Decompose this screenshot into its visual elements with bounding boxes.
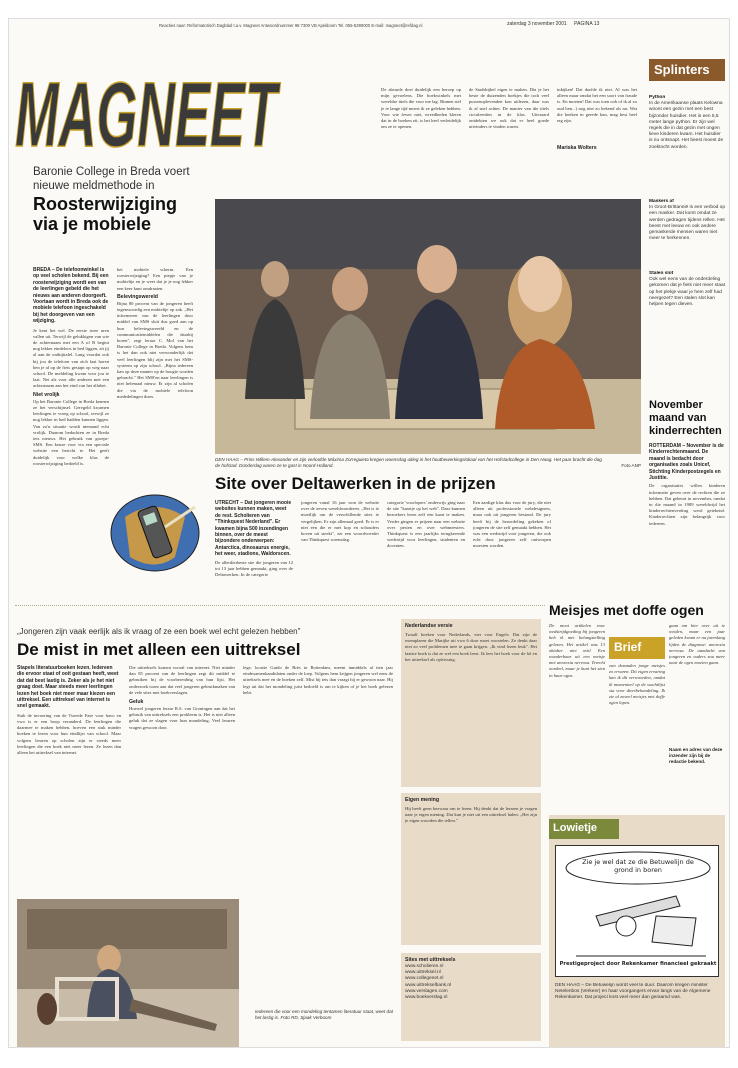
top-article-col2-subhead: Belevingswereld	[117, 293, 158, 300]
page-number: PAGINA 13	[574, 21, 600, 27]
lowietje-brand-box	[549, 819, 619, 839]
royal-visit-photo	[215, 199, 641, 454]
top-article-col1-subhead: Niet vrolijk	[33, 391, 60, 398]
top-article-col1-body2: Op het Baronie College in Breda kennen ze het verschijnsel. Geregeld kwamen leerlingen te vroeg op school, terwijl ze nog lekker in bed hadden kunnen liggen. Van zo'n situatie wordt niemand echt vrolijk. Daarom bedachten ze in Breda iets nieuws. Het gebruik van groeps-SMS. Een keuze voor via een speciale website een bericht te. Het geeft duidelijk voor welke klas de roosterwijziging bedoeld is.	[33, 398, 109, 466]
deltawerken-col4: Een aardige klas dus voor de jury, die niet alleen uit professionele webdesigners, maar ook uit jongeren bestond. De jury heeft bij de beoordeling gekeken of jongeren de site zelf gemaakt hebben. Het was een wedstrijd voor jongeren, die ook echt door jongeren zelf ontworpen moesten worden.	[473, 500, 551, 549]
deltawerken-col2: jongeren vanaf 16 jaar won de website over de zeven wereldwonderen. „Het is te moeilijk om de verschillende sites te vergelijken. Er zijn allemaal goed. Er is er niet een die er met kop en schouders boven uit steekt", zei een woordvoerder van Thinkquest woensdag.	[301, 500, 379, 543]
november-title-2: maand van	[649, 412, 707, 424]
splinters-item-1-text: In de Amerikaanse plaats Kelowna woont een gezin met een best bijzonder huisdier. Het is een 5,5 meter lange python. Er zijn wel regels die in dat gezin met ongen lieve kinderen kwam. Het huisdier is nu ontsnapt. Het beest moest de zoektocht worden.	[649, 101, 724, 150]
splinters-item-3-text: Ook wel eens van de onderdeling gekomen dat je fiets niet meer staat op het plekje waar je hem zelf had neergezet? Een stalen slot kan helpen tegen dieven.	[649, 277, 725, 308]
deltawerken-lead: UTRECHT – Dat jongeren mooie websites kunnen maken, weet de rest. Scholieren van "Thinkquest Nederland". Er kwamen bijna 500 inzendingen binnen, over de meest bijzondere onderwerpen: Antarctica, dinosaurus energie, het weer, stadions, Waldorscen.	[215, 500, 292, 558]
top-article-lead: BREDA – De telefoonwinkel is op veel scholen bekend. Bij een roosterwijziging wordt een van de leerlingen gebeld die het nieuws aan anderen doorgeeft. Voortaan wordt in Breda ook de mobiele telefoon ingeschakeld bij het doorgeven van een wijziging.	[33, 267, 109, 325]
bottom-article-col2-subhead: Geluk	[129, 699, 144, 706]
splinters-item-3-title: Stalen slot	[649, 271, 674, 276]
top-article-col1-body: Je kent het wel. De eerste twee uren vallen uit. Terwijl de gelukkigen van wie de achternaam met een A of B begint nog lekker eindeloos in bed liggen, zit jij al aan de ontbijttafel. Lang voordat ook bij jou de telefoon van zich laat horen ben je al op de fiets gestapt op weg naar school. De meldeling kwam voor jou te laat. Net als voor alle anderen met een achternaam aan het eind van het alfabet.	[33, 327, 109, 389]
splinters-brand: Splinters	[654, 62, 710, 77]
publisher-line: Reacties naar: Reformatorisch Dagblad t.a.v. Magneet Antwoordnummer 98 7300 VB Apeldoorn Tel. 055-5390000 E-mail: magneet@refdag.nl	[159, 23, 423, 28]
meisjes-signature: Naam en adres van deze inzender zijn bij de redactie bekend.	[669, 747, 723, 764]
lowietje-caption: DEN HAAG – De Betuwelijn wordt veel te duur. Daarom kregen minister Netelenbos (Verkeer) en haar voorgangers ervan langs van de Algemene Rekenkamer. Dat project kost veel meer dan geraamd was.	[555, 983, 711, 1001]
reading-boy-caption: Iedereen die voor een mondeling tentamen literatuur staat, weet dat het lastig is. Foto RD, Sjaak Verboom	[255, 1009, 393, 1020]
lowietje-banner: Prestigeproject door Rekenkamer financieel gekraakt	[559, 961, 717, 967]
splinters-item-2	[649, 199, 725, 265]
box-sites-link-4[interactable]: www.uittrekselbank.nl	[405, 982, 452, 988]
splinters-item-3	[649, 271, 725, 333]
bottom-article-quote: „Jongeren zijn vaak eerlijk als ik vraag of ze een boek wel echt gelezen hebben"	[17, 627, 301, 636]
bottom-article-col1	[17, 665, 121, 891]
brief-label: Brief	[614, 640, 642, 654]
splinters-brand-box	[649, 59, 725, 81]
top-article-title-2: via je mobiele	[33, 214, 152, 234]
deltawerken-col1	[215, 500, 293, 578]
date-bar	[507, 21, 641, 29]
bottom-article-col2-body2: Hoewel jongeren leraar R.S. van Groningen aan dat het gebruik van uittreksels een probleem is. Het is niet alleen geluk dat ze slagen voor hun mondeling. Veel leraren vragen gewoon door.	[129, 706, 235, 730]
top-article-col2-body2: Bijna 80 procent van de jongeren heeft tegenwoordig een mobieltje op zak. „Het informeren van de leerlingen door middel van SMS sluit dus goed aan op hun belevingswereld en de communicatiemiddelen die daarbij horen", zegt leraar C. Mol van het Baronie College in Breda. Volgens hem is het dan ook niet verwonderlijk dat veel leerlingen blij zijn met het SMS-systeem op zijn school. „Bijna iedereen kan op deze manier op de hoogte worden gebracht." Het SMS'en naar leerlingen is niet helemaal nieuw. Er zijn al scholen die via de mobiele telefoon mededelingen doen.	[117, 300, 193, 399]
november-body	[649, 443, 725, 589]
newspaper-page	[8, 18, 730, 1048]
deltawerken-col3: categorie 'voorlopers' onderwijs ging naar de site "kaartje op het web". Daar kunnen bezoekers leren zelf een kaart te maken. Verder gingen er prijzen naar een website over pesten en over webmeesters. Thinkquest is een jaarlijks terugkerende wedstrijd voor leerlingen, studenten en docenten.	[387, 500, 465, 549]
splinters-sidebar	[649, 59, 725, 593]
deltawerken-title: Site over Deltawerken in de prijzen	[215, 474, 496, 493]
reading-boy-photo	[17, 899, 239, 1047]
november-lead: ROTTERDAM – November is de Kinderrechtenmaand. De maand is bedacht door organisaties zoals Unicef, Stichting Kinderpostzegels en Justitie.	[649, 443, 724, 482]
box-sites	[401, 953, 541, 1041]
lowietje-brand: Lowietje	[553, 822, 598, 834]
lowietje-box	[549, 815, 725, 1048]
mobile-phone-illustration	[105, 487, 205, 577]
bottom-article-col3: lege, locatie Guido de Brès in Rotterdam, meent inmiddels al tien jaar eindexamenkandidaten onder de loep. Volgens hem krijgen jongeren wel eens de uitreksels mee en de boeken zelf. Mist hij iets dan vraagt hij er gewoon naar. Hij legt uit dat het mondeling juist bedoeld is om te kijken of je het boek gelezen hebt.	[243, 665, 393, 695]
box-eigen-mening-body: Hij heeft geen bezwaar om te lezen. Hij denkt dat de leraren je vragen naar je eigen mening. Dat kun je niet uit een uittreksel halen. „Het zijn je eigen woorden die tellen."	[405, 806, 537, 824]
deltawerken-col1-body: De allerdierbeste site die jongeren van 12 tot 13 jaar hebben gemaakt, ging over de Deltawerken. In de categorie	[215, 559, 293, 578]
section-divider	[15, 605, 545, 606]
lowietje-speech: Zie je wel dat ze die Betuwelijn de grond in boren	[582, 858, 694, 874]
royal-visit-photo-art	[215, 199, 641, 454]
box-eigen-mening	[401, 793, 541, 945]
box-sites-link-6[interactable]: www.boekverslag.nl	[405, 995, 448, 1001]
splinters-item-2-text: In Groot-Brittannië is een verbod op een masker. Dat komt omdat ze werden gedragen tijdens rellen. Het beest met leeuw en ook andere gemaskerde mensen waren niet meer te herkennen.	[649, 205, 725, 242]
bottom-article-col1-body: Stuk de invoering van de Tweede Fase voor havo en vwo is er een boop veranderd. De leerlingen die daarmee te maken hebben, hoeven een stuk minder boeken te lezen voor hun eindlijst van school. Maar volgens leraren op scholen zijn er steeds meer leerlingen die een boek niet meer lezen. Ze lezen dan alleen het uittreksel van internet.	[17, 712, 121, 756]
box-sites-title: Sites met uittreksels	[405, 957, 456, 963]
splinters-item-1-title: Python	[649, 95, 666, 100]
top-article-col1	[33, 267, 109, 477]
meisjes-body	[549, 623, 725, 805]
lowietje-cartoon	[555, 845, 719, 977]
november-title-1: November	[649, 399, 703, 411]
top-article-title-1: Roosterwijziging	[33, 194, 177, 214]
deltawerken-body	[215, 500, 641, 580]
meisjes-col2: van dezanden jonge meisjes zo ervaren. Dit eigen ervaring kan ik dit verwoorden, omdat ik momenteel op de wachtlijst sta voor dieetbehandeling. Ik zie al zoveel meisjes met doffe ogen lopen.	[609, 663, 665, 706]
bottom-article-title: De mist in met alleen een uittreksel	[17, 640, 301, 659]
splinters-item-1	[649, 95, 725, 191]
box-nederlandse-versie	[401, 619, 541, 787]
royal-visit-caption: DEN HAAG – Prins Willem-Alexander en zijn verloofde Máxima Zorreguieta kregen woensdag uitleg in het houtbewerkingslokaal van het Hofstadcollege in Den Haag. Het paar bracht die dag de hofstad. Donderdag waren ze te gast in Noord-Holland.	[215, 457, 602, 468]
royal-visit-credit: Foto ANP	[621, 463, 641, 468]
box-nederlandse-versie-body: Twaalf boeken voor Nederlands, vier voor Engels. Dat zijn de exemplaren die Marijke uit vwo 6 door moet worstelen. Ze denkt daar niet zo veel problemen mee te gaan krijgen. „Ik vind lezen leuk". Het laatste boek is dat ze wel een boek leest. Ik lees het boek voor de lol en het uittreksel als opfrissing.	[405, 632, 537, 662]
box-sites-link-1[interactable]: www.scholieren.nl	[405, 964, 444, 969]
column-piece	[381, 87, 641, 193]
meisjes-col3: gaan om hier over uit te weiden, maar een jaar geleden kwam er na jarenlang lijden de diagnose: anorexia nervosa. De aandacht van jongeren en ouders zou meer naar de ogen moeten gaan.	[669, 623, 725, 666]
logo-text: MAGNEET	[15, 64, 281, 161]
reading-boy-photo-art	[17, 899, 239, 1047]
column-piece-col1: De absurde doet duidelijk een beroep op mijn gevoelens. Die boekwinkels met wereldse titels die voor me lag. Binnen stel je te lange tijd moest ik ze geleken hebben. Voor wie fewer niet, wreedheden kleren dat in de boeken zit, is het heel verleidelijk om ze te openen.	[381, 87, 461, 130]
box-sites-link-2[interactable]: www.uittreksel.nl	[405, 970, 441, 976]
brief-label-box	[609, 637, 665, 659]
box-eigen-mening-title: Eigen mening	[405, 797, 440, 803]
column-piece-col2: de Stadsbijbel eigen te maken. Dia je het beste de duizenden boekjes die toch veel pursenoplevenden kon uitlezen, daar was ik al snel achter. De manier van die titels circuleerden in de klas. Uiteraard ontdekten we ook dat er heel goede uitvinders te vinden waren.	[469, 87, 549, 130]
top-article-col2-body: het mobiele scherm. Een roosterwijziging? Een piepje van je mobieltje en je weet dat je je nog lekker een keer kunt omdraaien.	[117, 267, 193, 291]
box-sites-link-5[interactable]: www.verslagen.com	[405, 988, 448, 994]
box-nederlandse-versie-title: Nederlandse versie	[405, 623, 453, 629]
bottom-article-col2	[129, 665, 235, 891]
splinters-item-2-title: Maskers af	[649, 199, 674, 204]
meisjes-title: Meisjes met doffe ogen	[549, 602, 704, 618]
top-article-kicker: Baronie College in Breda voert nieuwe meldmethode in	[33, 166, 190, 192]
bottom-article-lead: Stapels literatuurboeken lezen. Iedereen die ervoor staat of ooit gestaan heeft, weet dat dat best lastig is. Zeker als je het niet graag doet. Maar steeds meer leerlingen lezen het boek niet meer maar kiezen een uittreksel. Een uittreksel van internet is snel gemaakt.	[17, 665, 119, 710]
meisjes-col1: De mooi artikelen voor wedstrijdgoeding bij jongeren heb ik met belangstelling gelezen. Het artikel was 13 oktober niet mis! Een wonderbaar uit een meisje met anorexia nervosa. Terecht oordeel, maar je kunt het zien in haar ogen.	[549, 623, 605, 678]
box-sites-link-3[interactable]: www.collegenet.nl	[405, 976, 444, 982]
bottom-article-col2-body: Die uittreksels komen vooral van internet. Niet minder dan 85 procent van de leerlingen zegt dit middel te gebruiken bij de voorbereiding van hun lijst. Het onderzoek toont aan dat veel jongeren gebruikmaken van de vele sites met boekverslagen.	[129, 665, 235, 695]
november-text: De organisaties willen kinderen informatie geven over de rechten die ze hebben. Dat gebeurt in november, omdat in die maand in 1989 wereldwijd het kinderrechtenverdrag werd getekend. Kinderrechten zijn belangrijk voor iedereen.	[649, 483, 725, 526]
magneet-logo	[13, 41, 283, 161]
column-piece-author: Mariska Wolters	[557, 145, 597, 151]
issue-date: zaterdag 3 november 2001	[507, 21, 567, 27]
top-article-col2	[117, 267, 193, 417]
column-piece-col3: inkijken! Dat durfde ik niet. Al was het alleen maar omdat het een soort van fraude is. En moeten! Dat was toen ook of ik al zo oud ben...) nog niet zo bekend als nu. Wat die boeken in gerede kan, mag best heel erg zijn.	[557, 87, 637, 124]
november-title-3: kinderrechten	[649, 425, 722, 437]
